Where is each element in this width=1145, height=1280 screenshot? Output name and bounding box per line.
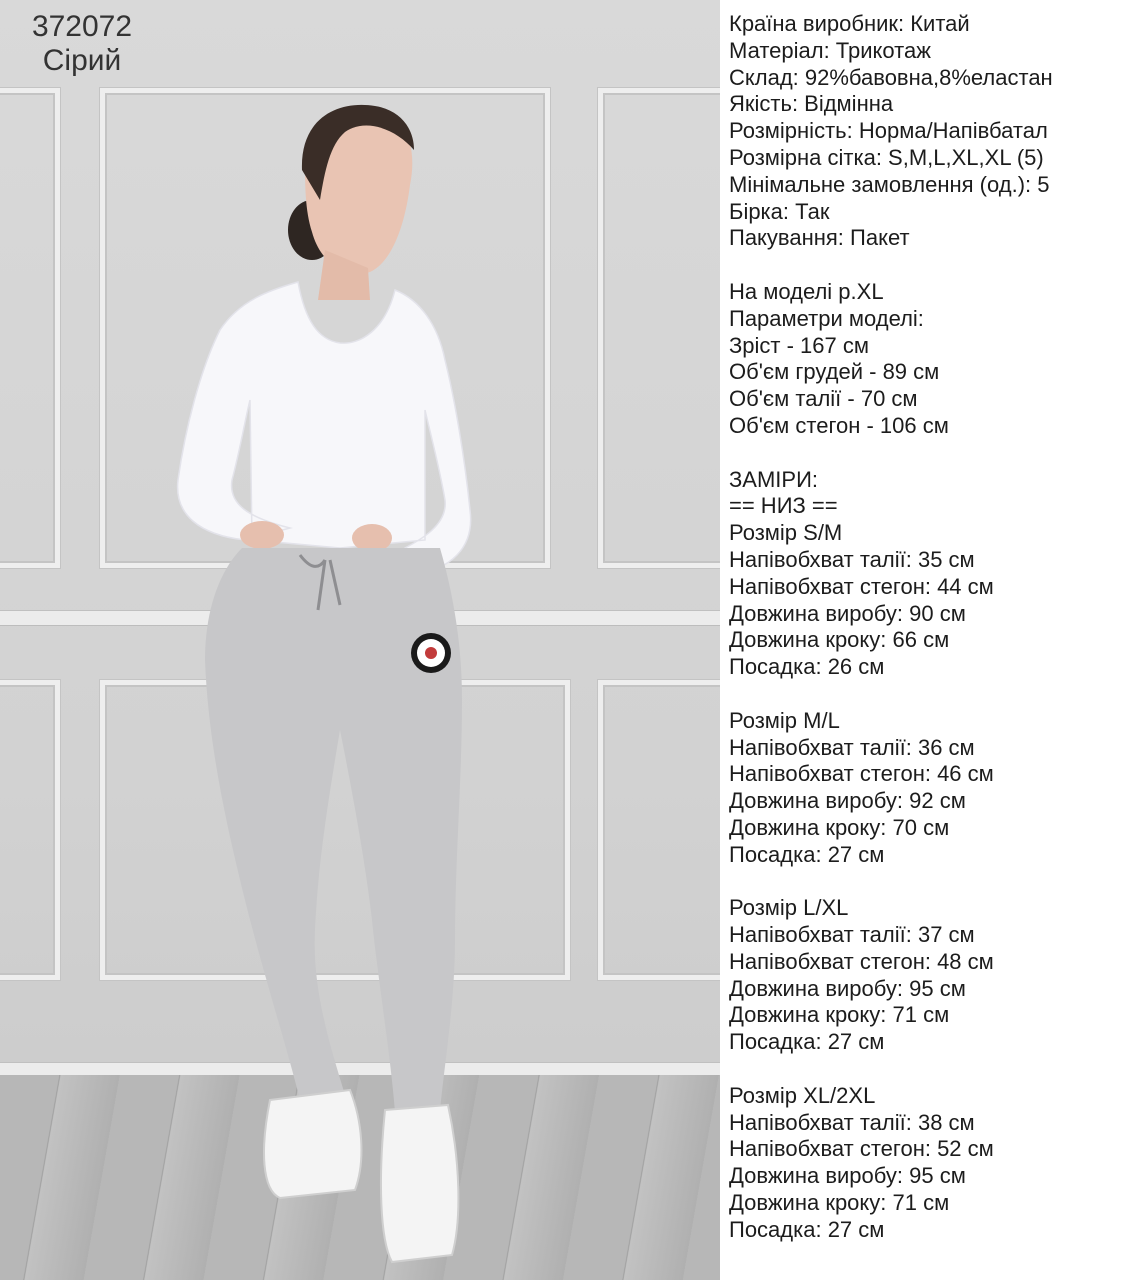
- size-title: Розмір S/M: [729, 520, 843, 546]
- size-line: Посадка: 27 см: [729, 841, 885, 867]
- size-line: Посадка: 27 см: [729, 1216, 885, 1242]
- measurements-subtitle: == НИЗ ==: [729, 493, 838, 519]
- white-top: [178, 282, 471, 575]
- size-line: Напівобхват стегон: 48 см: [729, 948, 994, 974]
- size-block-s-m: [729, 520, 1141, 681]
- size-title: Розмір M/L: [729, 707, 840, 733]
- size-block-l-xl: [729, 895, 1141, 1056]
- size-line: Довжина кроку: 71 см: [729, 1190, 950, 1216]
- measurements-header: [729, 467, 1141, 521]
- size-line: Напівобхват стегон: 44 см: [729, 573, 994, 599]
- model-line: Зріст - 167 см: [729, 332, 869, 358]
- size-line: Довжина виробу: 95 см: [729, 1163, 966, 1189]
- grey-joggers: [205, 548, 462, 1112]
- size-line: Напівобхват талії: 37 см: [729, 922, 975, 948]
- model-line: На моделі р.XL: [729, 278, 884, 304]
- model-left-hand: [240, 521, 284, 549]
- model-right-hand: [352, 524, 392, 552]
- size-line: Довжина кроку: 66 см: [729, 627, 950, 653]
- size-line: Довжина кроку: 71 см: [729, 1002, 950, 1028]
- spec-line: Матеріал: Трикотаж: [729, 37, 931, 63]
- article-code: 372072: [31, 10, 133, 43]
- size-line: Довжина кроку: 70 см: [729, 814, 950, 840]
- spec-line: Пакування: Пакет: [729, 225, 910, 251]
- spec-line: Розмірна сітка: S,M,L,XL,XL (5): [729, 144, 1044, 170]
- spec-line: Якість: Відмінна: [729, 91, 894, 117]
- measurements-title: ЗАМІРИ:: [729, 466, 818, 492]
- product-description: [729, 11, 1141, 1244]
- size-block-m-l: [729, 708, 1141, 869]
- size-line: Посадка: 27 см: [729, 1029, 885, 1055]
- spec-line: Бірка: Так: [729, 198, 830, 224]
- size-title: Розмір XL/2XL: [729, 1082, 876, 1108]
- model-line: Об'єм грудей - 89 см: [729, 359, 940, 385]
- size-line: Напівобхват стегон: 52 см: [729, 1136, 994, 1162]
- size-title: Розмір L/XL: [729, 895, 849, 921]
- size-line: Напівобхват талії: 35 см: [729, 546, 975, 572]
- size-line: Напівобхват талії: 36 см: [729, 734, 975, 760]
- model-params-block: [729, 279, 1141, 440]
- size-line: Напівобхват талії: 38 см: [729, 1109, 975, 1135]
- spec-line: Розмірність: Норма/Напівбатал: [729, 118, 1048, 144]
- model-line: Об'єм стегон - 106 см: [729, 412, 949, 438]
- model-line: Об'єм талії - 70 см: [729, 386, 918, 412]
- size-line: Довжина виробу: 95 см: [729, 975, 966, 1001]
- model-line: Параметри моделі:: [729, 305, 924, 331]
- size-block-xl-2xl: [729, 1083, 1141, 1244]
- article-label: [22, 10, 142, 78]
- spec-line: Країна виробник: Китай: [729, 11, 970, 36]
- size-line: Довжина виробу: 92 см: [729, 788, 966, 814]
- spec-block: [729, 11, 1141, 252]
- size-line: Посадка: 26 см: [729, 654, 885, 680]
- article-color: Сірий: [42, 44, 122, 77]
- spec-line: Склад: 92%бавовна,8%еластан: [729, 64, 1053, 90]
- spec-line: Мінімальне замовлення (од.): 5: [729, 171, 1050, 197]
- size-line: Напівобхват стегон: 46 см: [729, 761, 994, 787]
- size-line: Довжина виробу: 90 см: [729, 600, 966, 626]
- left-sneaker: [264, 1090, 361, 1198]
- right-sneaker: [381, 1105, 458, 1262]
